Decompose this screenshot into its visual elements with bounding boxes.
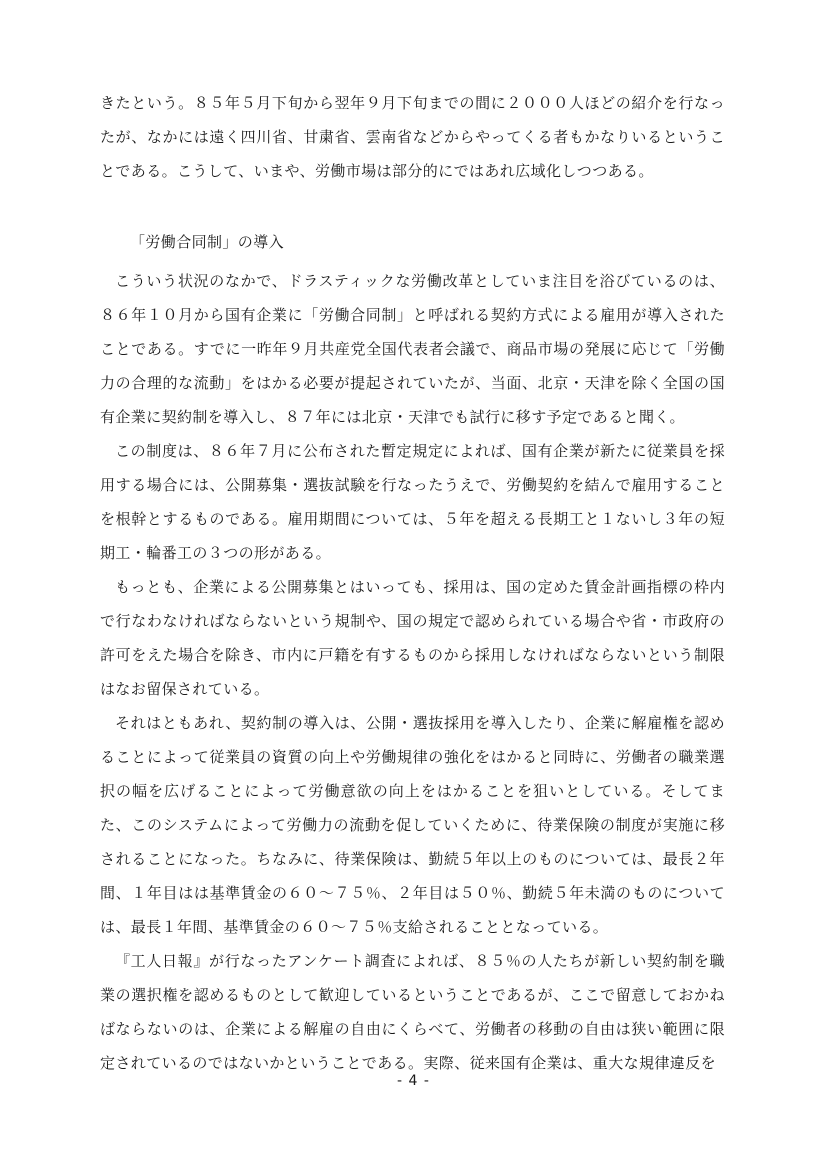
section-heading: 「労働合同制」の導入 [130,233,285,251]
body-text [100,264,725,1080]
intro-paragraph: きたという。８５年５月下旬から翌年９月下旬までの間に２０００人ほどの紹介を行なったが、なかには遠く四川省、甘粛省、雲南省などからやってくる者もかなりいるということである。こうして、いまや、労働市場は部分的にではあれ広域化しつつある。 [100,94,725,180]
paragraph: この制度は、８６年７月に公布された暫定規定によれば、国有企業が新たに従業員を採用する場合には、公開募集・選抜試験を行なったうえで、労働契約を結んで雇用することを根幹とするものである。雇用期間については、５年を超える長期工と１ないし３年の短期工・輪番工の３つの形がある。 [100,442,725,562]
paragraph: それはともあれ、契約制の導入は、公開・選抜採用を導入したり、企業に解雇権を認めることによって従業員の資質の向上や労働規律の強化をはかると同時に、労働者の職業選択の幅を広げることによって労働意欲の向上をはかることを狙いとしている。そしてまた、このシステムによって労働力の流動を促していくために、待業保険の制度が実施に移されることになった。ちなみに、待業保険は、勤続５年以上のものについては、最長２年間、１年目はは基準賃金の６０～７５％、２年目は５０％、勤続５年未満のものについては、最長１年間、基準賃金の６０～７５％支給されることとなっている。 [100,714,725,936]
page-number: - 4 - [397,1073,430,1089]
paragraph: もっとも、企業による公開募集とはいっても、採用は、国の定めた賃金計画指標の枠内で行なわなければならないという規制や、国の規定で認められている場合や省・市政府の許可をえた場合を除き、市内に戸籍を有するものから採用しなければならないという制限はなお留保されている。 [100,578,725,698]
paragraph: こういう状況のなかで、ドラスティックな労働改革としていま注目を浴びているのは、８６年１０月から国有企業に「労働合同制」と呼ばれる契約方式による雇用が導入されたことである。すでに一昨年９月共産党全国代表者会議で、商品市場の発展に応じて「労働力の合理的な流動」をはかる必要が提起されていたが、当面、北京・天津を除く全国の国有企業に契約制を導入し、８７年には北京・天津でも試行に移す予定であると聞く。 [100,272,725,426]
paragraph: 『工人日報』が行なったアンケート調査によれば、８５％の人たちが新しい契約制を職業の選択権を認めるものとして歓迎しているということであるが、ここで留意しておかねばならないのは、企業による解雇の自由にくらべて、労働者の移動の自由は狭い範囲に限定されているのではないかということである。実際、従来国有企業は、重大な規律違反を [100,952,725,1072]
